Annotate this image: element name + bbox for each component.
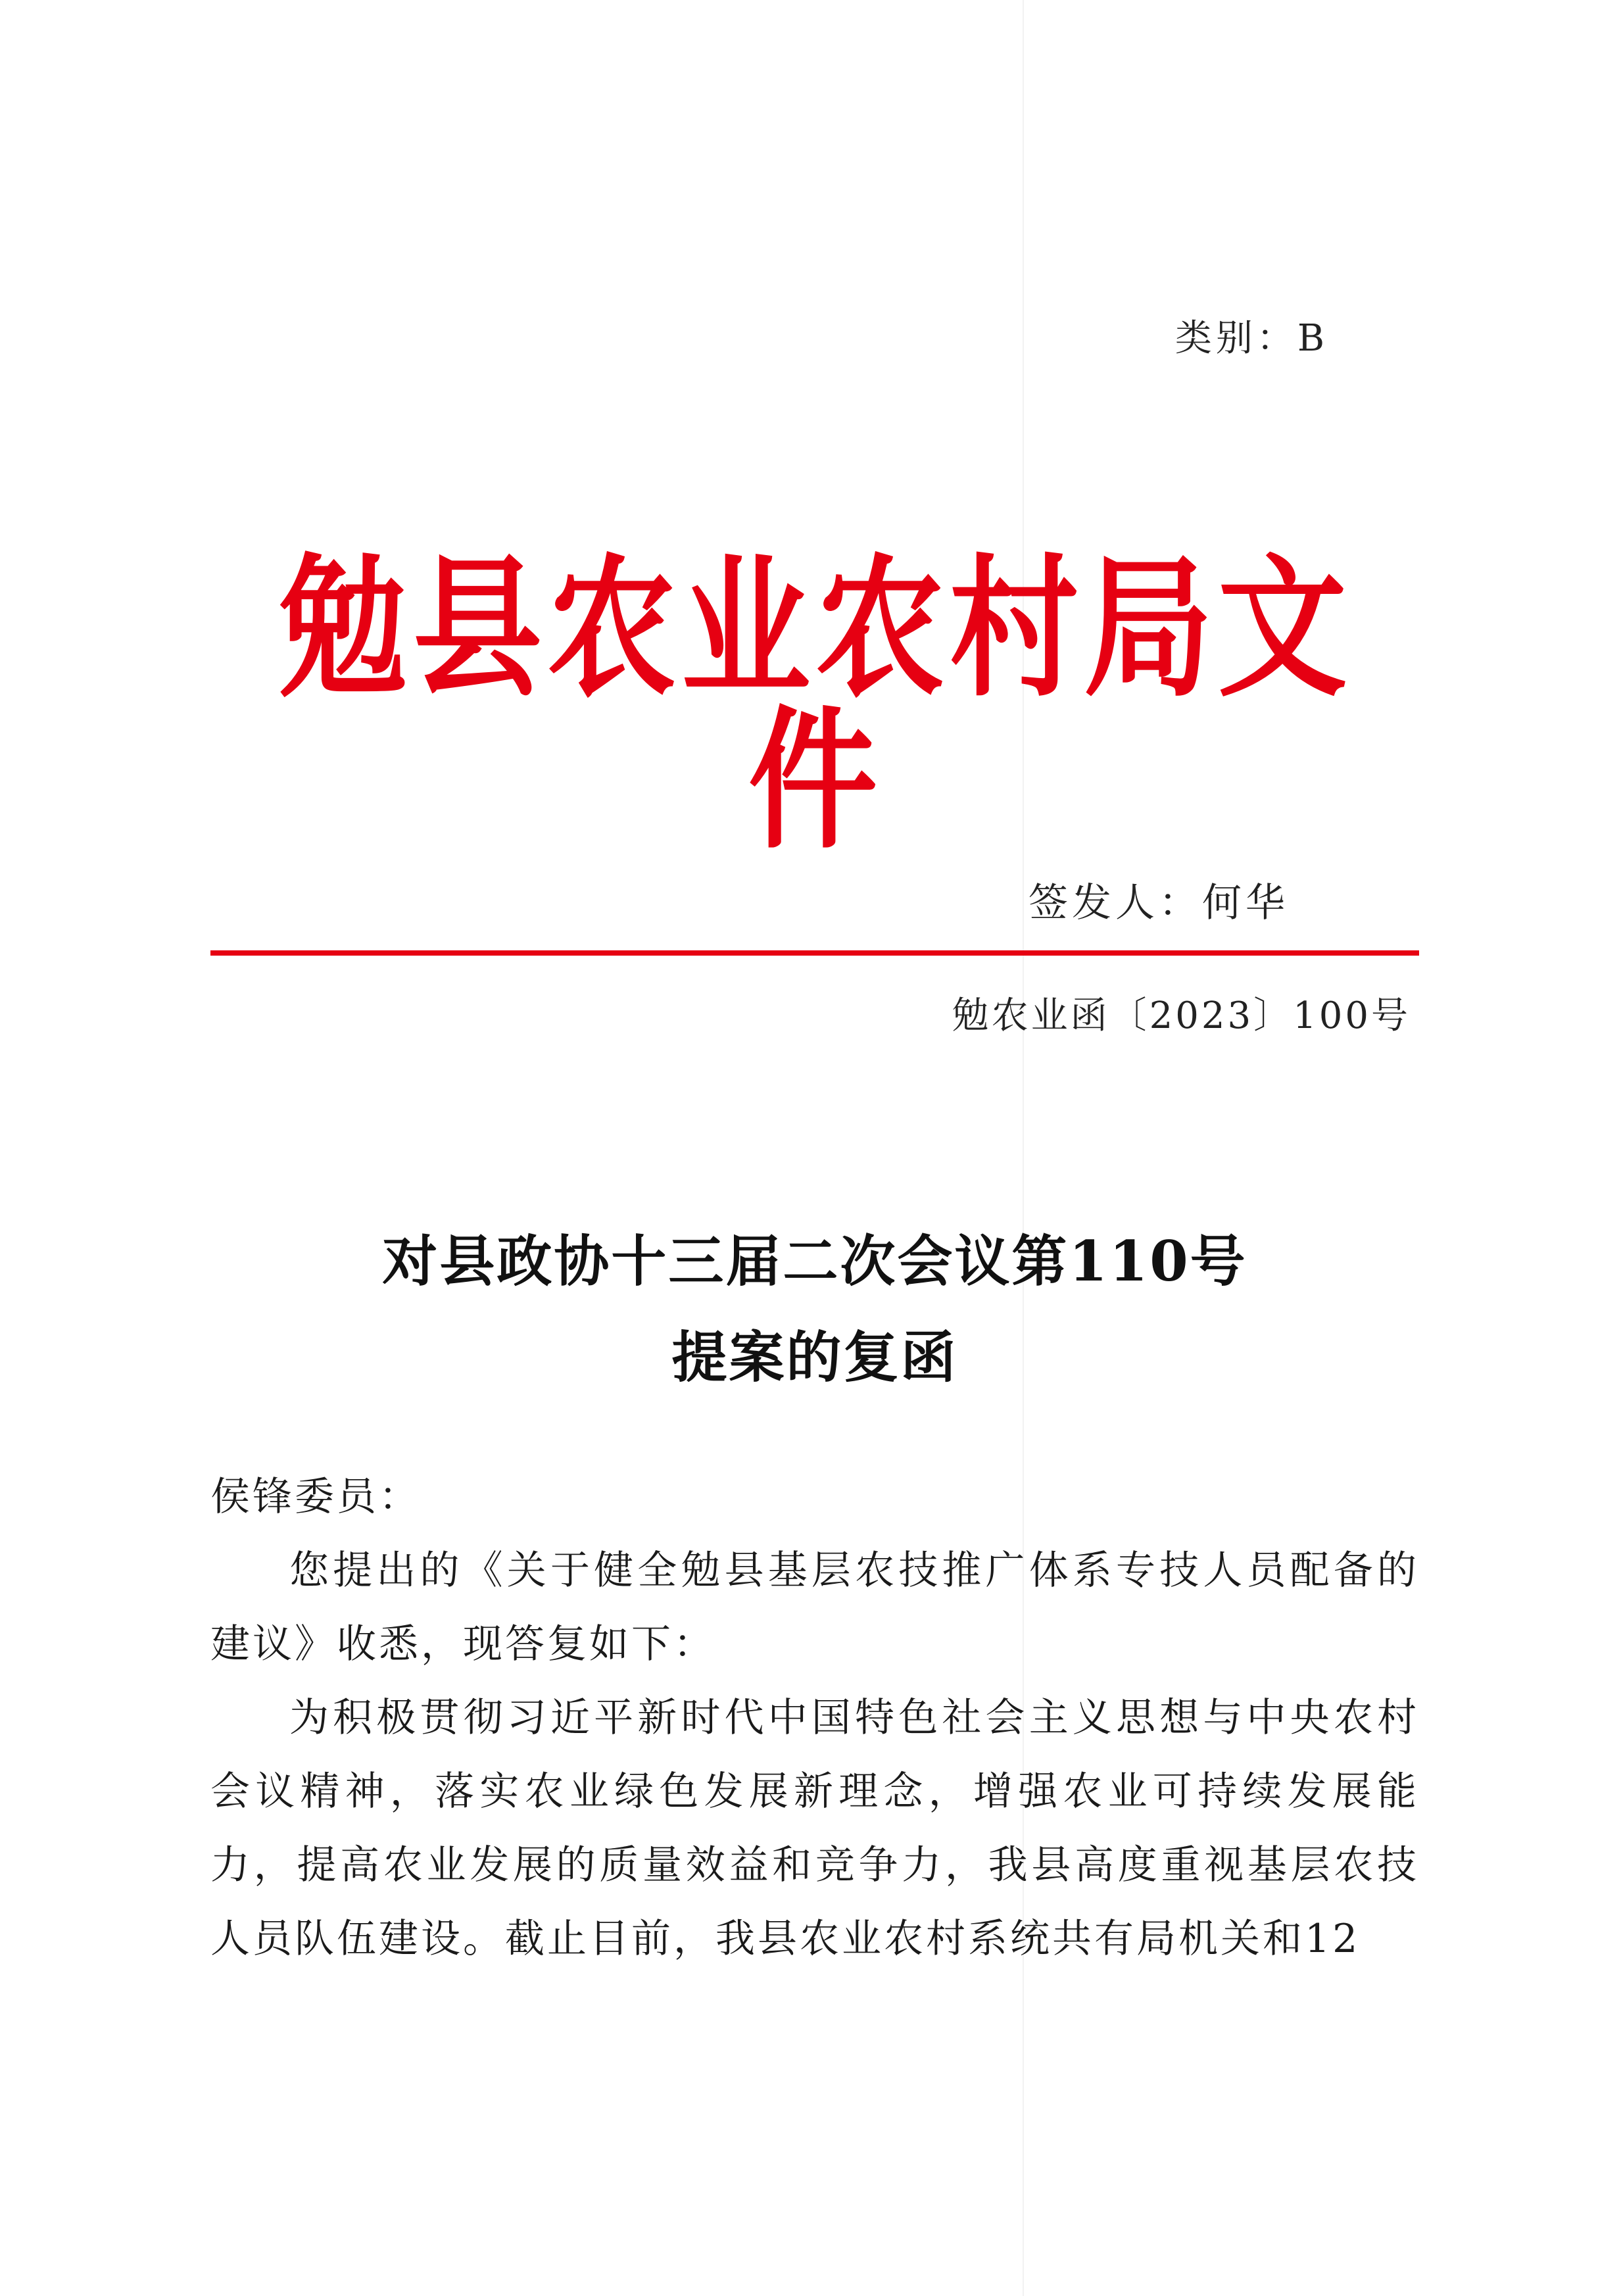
document-number: 勉农业函〔2023〕100号 (952, 994, 1411, 1037)
red-separator-rule (210, 950, 1419, 956)
document-body (210, 1460, 1419, 1976)
document-masthead: 勉县农业农村局文件 (278, 539, 1352, 870)
title-line-1: 对县政协十三届二次会议第110号 (382, 1229, 1247, 1294)
body-paragraph-2: 为积极贯彻习近平新时代中国特色社会主义思想与中央农村会议精神，落实农业绿色发展新理念，增强农业可持续发展能力，提高农业发展的质量效益和竞争力，我县高度重视基层农技人员队伍建设。截止目前，我县农业农村系统共有局机关和12 (210, 1695, 1419, 1962)
document-title (210, 1213, 1419, 1405)
body-paragraph-1: 您提出的《关于健全勉县基层农技推广体系专技人员配备的建议》收悉，现答复如下： (210, 1548, 1419, 1667)
category-label: 类别：B (1174, 317, 1328, 360)
salutation: 侯锋委员： (210, 1474, 421, 1520)
signer-label: 签发人：何华 (1028, 880, 1289, 926)
title-line-2: 提案的复函 (671, 1325, 958, 1390)
